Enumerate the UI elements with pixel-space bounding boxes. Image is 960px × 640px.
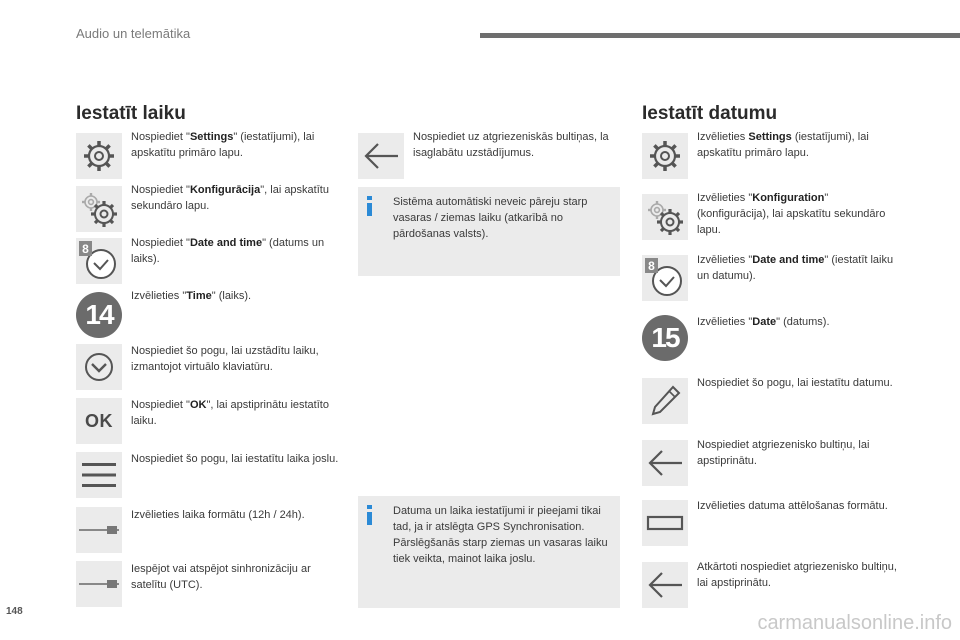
back-arrow-button-right-2[interactable] bbox=[642, 562, 688, 608]
ok-button[interactable] bbox=[76, 398, 122, 444]
time-format-toggle[interactable] bbox=[76, 507, 122, 553]
gear-icon bbox=[81, 138, 117, 174]
left-step-9-text: Iespējot vai atspējot sinhronizāciju ar satelītu (UTC). bbox=[131, 563, 311, 591]
info-box-2 bbox=[358, 496, 620, 608]
timezone-button[interactable] bbox=[76, 452, 122, 498]
double-gear-icon bbox=[644, 197, 686, 237]
configuration-button-right[interactable] bbox=[642, 194, 688, 240]
right-step-1-text: Izvēlieties Settings (iestatījumi), lai apskatītu primāro lapu. bbox=[697, 131, 869, 159]
back-arrow-icon bbox=[645, 569, 685, 601]
keyboard-time-button[interactable] bbox=[76, 344, 122, 390]
date-and-time-button[interactable] bbox=[76, 238, 122, 284]
section-title-date: Iestatīt datumu bbox=[642, 103, 778, 124]
configuration-button[interactable] bbox=[76, 186, 122, 232]
edit-date-button[interactable] bbox=[642, 378, 688, 424]
svg-text:8: 8 bbox=[82, 242, 89, 256]
ok-label: OK bbox=[85, 410, 113, 431]
back-arrow-button-right[interactable] bbox=[642, 440, 688, 486]
info-icon bbox=[367, 196, 372, 216]
clock-icon bbox=[643, 256, 687, 300]
svg-text:8: 8 bbox=[648, 259, 655, 273]
header-title: Audio un telemātika bbox=[76, 26, 191, 41]
back-arrow-icon bbox=[361, 140, 401, 172]
chevron-down-icon bbox=[81, 349, 117, 385]
watermark: carmanualsonline.info bbox=[757, 612, 952, 634]
right-step-2-text: Izvēlieties "Konfiguration" (konfigurācija), lai apskatītu sekundāro lapu. bbox=[697, 192, 886, 236]
toggle-slider-icon bbox=[77, 574, 121, 594]
clock-icon bbox=[77, 239, 121, 283]
date-format-button[interactable] bbox=[642, 500, 688, 546]
utc-sync-toggle[interactable] bbox=[76, 561, 122, 607]
page-number: 148 bbox=[6, 606, 23, 617]
settings-button-right[interactable] bbox=[642, 133, 688, 179]
left-step-8-text: Izvēlieties laika formātu (12h / 24h). bbox=[131, 509, 305, 521]
field-box-icon bbox=[645, 511, 685, 535]
info-box-2-text: Datuma un laika iestatījumi ir pieejami tikai tad, ja ir atslēgta GPS Synchronisation. Pārslēgšanās starp ziemas un vasaras laiku tiek veikta, mainot laika joslu. bbox=[393, 505, 608, 565]
date-and-time-button-right[interactable] bbox=[642, 255, 688, 301]
back-arrow-button[interactable] bbox=[358, 133, 404, 179]
right-step-7-text: Izvēlieties datuma attēlošanas formātu. bbox=[697, 500, 888, 512]
double-gear-icon bbox=[78, 189, 120, 229]
step-badge-15: 15 bbox=[642, 315, 688, 361]
left-step-4-text: Izvēlieties "Time" (laiks). bbox=[131, 290, 252, 302]
info-icon bbox=[367, 505, 372, 525]
section-title-time: Iestatīt laiku bbox=[76, 103, 186, 124]
list-icon bbox=[80, 459, 118, 491]
left-step-6-text: Nospiediet "OK", lai apstiprinātu iestatīto laiku. bbox=[131, 399, 329, 427]
back-arrow-icon bbox=[645, 447, 685, 479]
right-step-6-text: Nospiediet atgriezenisko bultiņu, lai apstiprinātu. bbox=[697, 439, 870, 467]
header-bar bbox=[480, 33, 960, 38]
right-step-5-text: Nospiediet šo pogu, lai iestatītu datumu. bbox=[697, 377, 893, 389]
right-step-3-text: Izvēlieties "Date and time" (iestatīt laiku un datumu). bbox=[697, 254, 894, 282]
right-step-4-text: Izvēlieties "Date" (datums). bbox=[697, 316, 830, 328]
pencil-icon bbox=[647, 383, 683, 419]
left-step-5-text: Nospiediet šo pogu, lai uzstādītu laiku, izmantojot virtuālo klaviatūru. bbox=[131, 345, 319, 373]
info-box-1 bbox=[358, 187, 620, 276]
step-badge-14: 14 bbox=[76, 292, 122, 338]
settings-button[interactable] bbox=[76, 133, 122, 179]
left-step-3-text: Nospiediet "Date and time" (datums un laiks). bbox=[131, 237, 325, 265]
right-step-8-text: Atkārtoti nospiediet atgriezenisko bultiņu, lai apstiprinātu. bbox=[697, 561, 897, 589]
left-step-7-text: Nospiediet šo pogu, lai iestatītu laika joslu. bbox=[131, 453, 339, 465]
middle-back-step-text: Nospiediet uz atgriezeniskās bultiņas, la isaglabātu uzstādījumus. bbox=[413, 131, 609, 159]
left-step-2-text: Nospiediet "Konfigurācija", lai apskatītu sekundāro lapu. bbox=[131, 184, 329, 212]
gear-icon bbox=[647, 138, 683, 174]
info-box-1-text: Sistēma automātiski neveic pāreju starp vasaras / ziemas laiku (atkarībā no pārdošanas valsts). bbox=[393, 196, 588, 240]
toggle-slider-icon bbox=[77, 520, 121, 540]
left-step-1-text: Nospiediet "Settings" (iestatījumi), lai apskatītu primāro lapu. bbox=[131, 131, 315, 159]
